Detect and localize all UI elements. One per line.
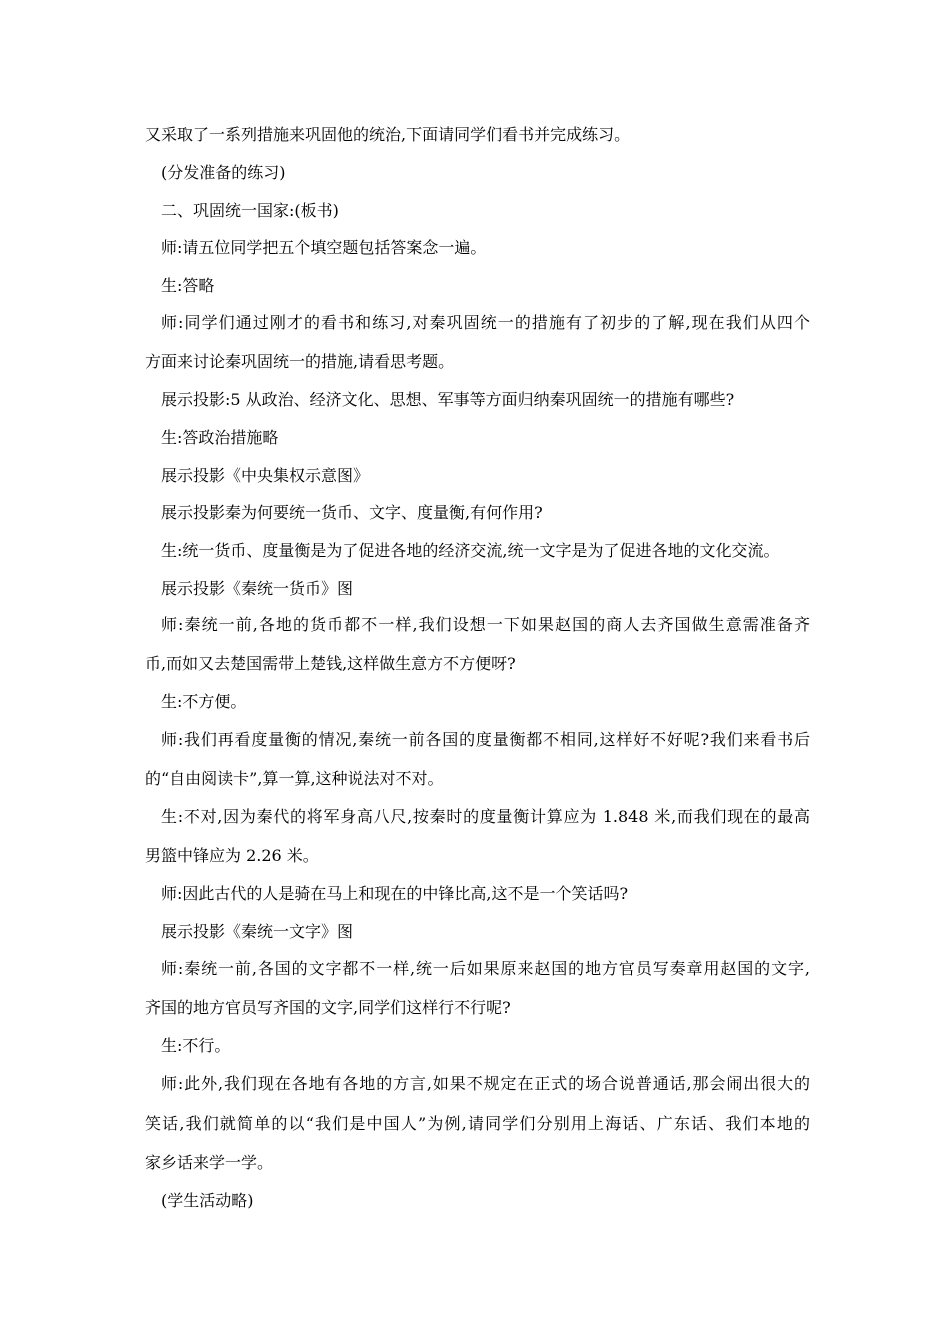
text-line: 齐国的地方官员写齐国的文字,同学们这样行不行呢? (145, 998, 511, 1017)
text-line: 生:答政治措施略 (161, 428, 279, 447)
text-line: (学生活动略) (161, 1191, 254, 1210)
text-line: 生:统一货币、度量衡是为了促进各地的经济交流,统一文字是为了促进各地的文化交流。 (161, 541, 780, 560)
text-line: 师:秦统一前,各国的文字都不一样,统一后如果原来赵国的地方官员写奏章用赵国的文字, (161, 959, 810, 978)
text-line: 师:请五位同学把五个填空题包括答案念一遍。 (161, 238, 487, 257)
text-line: 方面来讨论秦巩固统一的措施,请看思考题。 (145, 352, 455, 371)
text-line: 生:不对,因为秦代的将军身高八尺,按秦时的度量衡计算应为 1.848 米,而我们现在的最高 (161, 807, 810, 826)
text-line: 展示投影《中央集权示意图》 (161, 466, 370, 485)
text-line: 男篮中锋应为 2.26 米。 (145, 846, 319, 865)
text-line: 展示投影《秦统一货币》图 (161, 579, 354, 598)
text-line: 笑话,我们就简单的以“我们是中国人”为例,请同学们分别用上海话、广东话、我们本地的 (145, 1114, 810, 1133)
text-line: 展示投影:5 从政治、经济文化、思想、军事等方面归纳秦巩固统一的措施有哪些? (161, 390, 735, 409)
text-line: 师:同学们通过刚才的看书和练习,对秦巩固统一的措施有了初步的了解,现在我们从四个 (161, 313, 810, 332)
text-line: 师:秦统一前,各地的货币都不一样,我们设想一下如果赵国的商人去齐国做生意需准备齐 (161, 615, 810, 634)
text-line: 币,而如又去楚国需带上楚钱,这样做生意方不方便呀? (145, 654, 516, 673)
text-line: 的“自由阅读卡”,算一算,这种说法对不对。 (145, 769, 444, 788)
text-line: 二、巩固统一国家:(板书) (161, 201, 339, 220)
text-line: 师:因此古代的人是骑在马上和现在的中锋比高,这不是一个笑话吗? (161, 884, 629, 903)
text-line: 展示投影《秦统一文字》图 (161, 922, 354, 941)
text-line: (分发准备的练习) (161, 163, 286, 182)
text-line: 生:答略 (161, 276, 215, 295)
text-line: 生:不行。 (161, 1036, 231, 1055)
text-line: 又采取了一系列措施来巩固他的统治,下面请同学们看书并完成练习。 (145, 125, 631, 144)
text-line: 生:不方便。 (161, 692, 247, 711)
text-line: 展示投影秦为何要统一货币、文字、度量衡,有何作用? (161, 503, 543, 522)
text-line: 师:此外,我们现在各地有各地的方言,如果不规定在正式的场合说普通话,那会闹出很大的 (161, 1074, 810, 1093)
text-line: 家乡话来学一学。 (145, 1153, 274, 1172)
text-line: 师:我们再看度量衡的情况,秦统一前各国的度量衡都不相同,这样好不好呢?我们来看书后 (161, 730, 810, 749)
